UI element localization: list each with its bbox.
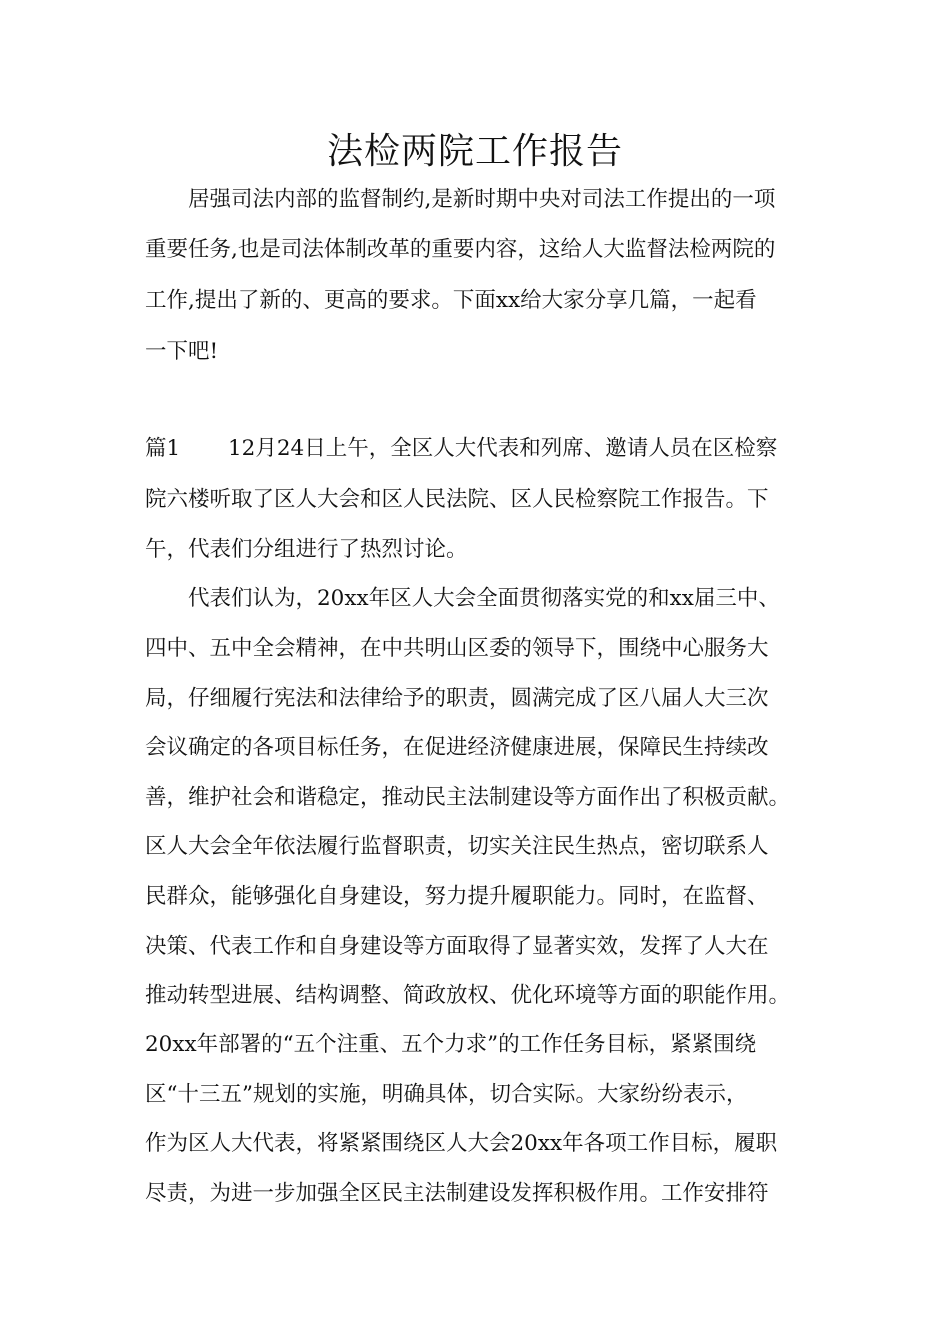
body-line-8: 决策、代表工作和自身建设等方面取得了显著实效，发挥了人大在 <box>145 934 769 959</box>
body-line-2: 四中、五中全会精神，在中共明山区委的领导下，围绕中心服务大 <box>145 636 769 661</box>
body-line-4: 会议确定的各项目标任务，在促进经济健康进展，保障民生持续改 <box>145 735 769 760</box>
body-line-3: 局，仔细履行宪法和法律给予的职责，圆满完成了区八届人大三次 <box>145 686 769 711</box>
body-line-5: 善，维护社会和谐稳定，推动民主法制建设等方面作出了积极贡献。 <box>145 785 791 810</box>
body-line-12: 作为区人大代表，将紧紧围绕区人大会20xx年各项工作目标，履职 <box>145 1131 778 1156</box>
intro-line-2: 重要任务,也是司法体制改革的重要内容，这给人大监督法检两院的 <box>145 237 776 262</box>
body-line-9: 推动转型进展、结构调整、简政放权、优化环境等方面的职能作用。 <box>145 983 791 1008</box>
document-title: 法检两院工作报告 <box>326 131 623 172</box>
section-label: 篇1 <box>145 436 181 461</box>
intro-line-4: 一下吧! <box>145 339 219 364</box>
body-line-11: 区“十三五”规划的实施，明确具体，切合实际。大家纷纷表示， <box>145 1082 748 1107</box>
intro-line-3: 工作,提出了新的、更高的要求。下面xx给大家分享几篇，一起看 <box>145 288 757 313</box>
section-line-3: 午，代表们分组进行了热烈讨论。 <box>145 537 468 562</box>
body-line-7: 民群众，能够强化自身建设，努力提升履职能力。同时，在监督、 <box>145 884 769 909</box>
body-line-1: 代表们认为，20xx年区人大会全面贯彻落实党的和xx届三中、 <box>188 586 780 611</box>
body-line-6: 区人大会全年依法履行监督职责，切实关注民生热点，密切联系人 <box>145 834 769 859</box>
body-line-10: 20xx年部署的“五个注重、五个力求”的工作任务目标，紧紧围绕 <box>145 1032 757 1057</box>
intro-line-1: 居强司法内部的监督制约,是新时期中央对司法工作提出的一项 <box>188 187 776 212</box>
body-line-13: 尽责，为进一步加强全区民主法制建设发挥积极作用。工作安排符 <box>145 1181 769 1206</box>
section-line-2: 院六楼听取了区人大会和区人民法院、区人民检察院工作报告。下 <box>145 487 769 512</box>
section-first-line: 12月24日上午，全区人大代表和列席、邀请人员在区检察 <box>228 436 778 461</box>
